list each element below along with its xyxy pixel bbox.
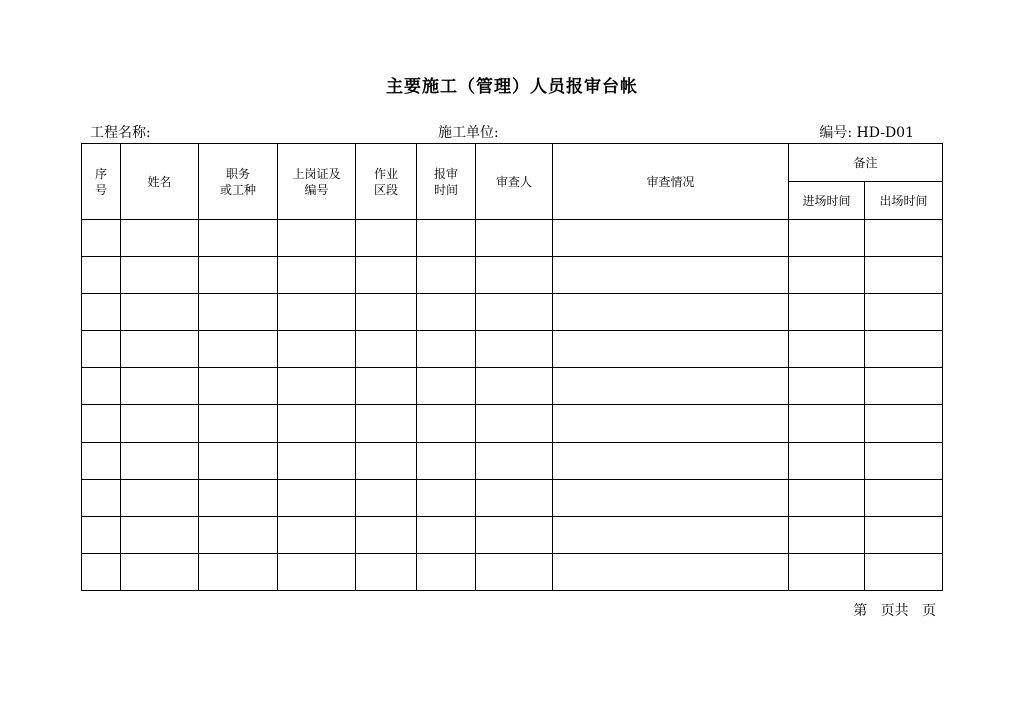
cell-reviewer xyxy=(476,516,553,553)
header-entry-time: 进场时间 xyxy=(789,182,865,220)
cell-seq xyxy=(82,257,121,294)
cell-review-status xyxy=(553,294,789,331)
cell-seq xyxy=(82,220,121,257)
cell-name xyxy=(121,479,199,516)
header-exit-time: 出场时间 xyxy=(865,182,943,220)
cell-reviewer xyxy=(476,442,553,479)
table-body xyxy=(82,220,943,591)
cell-review-time xyxy=(417,516,476,553)
cell-review-time xyxy=(417,331,476,368)
cell-seq xyxy=(82,553,121,590)
cell-exit-time xyxy=(865,553,943,590)
project-name-label: 工程名称: xyxy=(90,125,151,141)
cell-exit-time xyxy=(865,516,943,553)
cell-review-status xyxy=(553,479,789,516)
table-row xyxy=(82,479,943,516)
cell-reviewer xyxy=(476,479,553,516)
cell-entry-time xyxy=(789,516,865,553)
table-row xyxy=(82,220,943,257)
cell-certificate xyxy=(278,331,356,368)
cell-zone xyxy=(356,294,417,331)
cell-seq xyxy=(82,368,121,405)
cell-name xyxy=(121,294,199,331)
cell-review-status xyxy=(553,553,789,590)
cell-entry-time xyxy=(789,479,865,516)
header-position-line-2: 或工种 xyxy=(219,182,256,197)
header-review-status: 审查情况 xyxy=(553,144,789,220)
table-row xyxy=(82,405,943,442)
cell-position xyxy=(199,220,278,257)
cell-position xyxy=(199,405,278,442)
cell-exit-time xyxy=(865,220,943,257)
header-zone xyxy=(356,144,417,220)
table-row xyxy=(82,294,943,331)
cell-review-time xyxy=(417,220,476,257)
header-review-time xyxy=(417,144,476,220)
cell-exit-time xyxy=(865,479,943,516)
header-name: 姓名 xyxy=(121,144,199,220)
cell-position xyxy=(199,442,278,479)
cell-zone xyxy=(356,405,417,442)
cell-exit-time xyxy=(865,331,943,368)
cell-review-status xyxy=(553,331,789,368)
header-certificate-line-1: 上岗证及 xyxy=(292,166,341,181)
cell-position xyxy=(199,479,278,516)
cell-entry-time xyxy=(789,294,865,331)
cell-zone xyxy=(356,516,417,553)
cell-zone xyxy=(356,220,417,257)
cell-position xyxy=(199,368,278,405)
header-review-time-line-1: 报审 xyxy=(433,166,458,181)
table-row xyxy=(82,442,943,479)
cell-position xyxy=(199,257,278,294)
header-certificate-line-2: 编号 xyxy=(304,182,329,197)
cell-review-time xyxy=(417,479,476,516)
header-position xyxy=(199,144,278,220)
cell-seq xyxy=(82,294,121,331)
cell-entry-time xyxy=(789,331,865,368)
cell-review-status xyxy=(553,442,789,479)
cell-exit-time xyxy=(865,405,943,442)
cell-position xyxy=(199,331,278,368)
header-zone-line-2: 区段 xyxy=(373,182,398,197)
cell-seq xyxy=(82,442,121,479)
cell-entry-time xyxy=(789,220,865,257)
cell-certificate xyxy=(278,257,356,294)
cell-name xyxy=(121,516,199,553)
cell-review-status xyxy=(553,220,789,257)
cell-seq xyxy=(82,405,121,442)
cell-certificate xyxy=(278,405,356,442)
cell-entry-time xyxy=(789,257,865,294)
construction-unit-label: 施工单位: xyxy=(438,125,499,141)
cell-review-status xyxy=(553,368,789,405)
cell-review-status xyxy=(553,405,789,442)
header-seq xyxy=(82,144,121,220)
cell-certificate xyxy=(278,442,356,479)
cell-position xyxy=(199,516,278,553)
cell-zone xyxy=(356,553,417,590)
cell-zone xyxy=(356,479,417,516)
personnel-review-table xyxy=(81,143,943,591)
cell-reviewer xyxy=(476,368,553,405)
cell-name xyxy=(121,331,199,368)
header-seq-line-2: 号 xyxy=(94,182,107,197)
header-zone-line-1: 作业 xyxy=(373,166,398,181)
document-code: 编号: HD-D01 xyxy=(819,125,914,141)
cell-zone xyxy=(356,331,417,368)
cell-reviewer xyxy=(476,220,553,257)
cell-review-time xyxy=(417,553,476,590)
header-reviewer: 审查人 xyxy=(476,144,553,220)
table-row xyxy=(82,553,943,590)
table-row xyxy=(82,516,943,553)
cell-name xyxy=(121,405,199,442)
cell-review-status xyxy=(553,257,789,294)
cell-certificate xyxy=(278,220,356,257)
cell-name xyxy=(121,220,199,257)
cell-exit-time xyxy=(865,442,943,479)
header-review-time-line-2: 时间 xyxy=(433,182,458,197)
table-row xyxy=(82,257,943,294)
cell-seq xyxy=(82,331,121,368)
cell-exit-time xyxy=(865,294,943,331)
cell-review-time xyxy=(417,257,476,294)
cell-certificate xyxy=(278,294,356,331)
cell-certificate xyxy=(278,553,356,590)
header-remarks: 备注 xyxy=(789,144,943,182)
cell-entry-time xyxy=(789,553,865,590)
cell-certificate xyxy=(278,368,356,405)
cell-reviewer xyxy=(476,553,553,590)
cell-seq xyxy=(82,516,121,553)
cell-certificate xyxy=(278,479,356,516)
cell-name xyxy=(121,553,199,590)
header-certificate xyxy=(278,144,356,220)
cell-zone xyxy=(356,368,417,405)
cell-entry-time xyxy=(789,405,865,442)
cell-review-status xyxy=(553,516,789,553)
cell-review-time xyxy=(417,368,476,405)
document-title: 主要施工（管理）人员报审台帐 xyxy=(386,77,638,97)
page-number-footer: 第 页共 页 xyxy=(853,603,936,619)
cell-entry-time xyxy=(789,368,865,405)
cell-name xyxy=(121,442,199,479)
cell-seq xyxy=(82,479,121,516)
cell-exit-time xyxy=(865,257,943,294)
cell-name xyxy=(121,257,199,294)
cell-name xyxy=(121,368,199,405)
table-row xyxy=(82,368,943,405)
cell-reviewer xyxy=(476,405,553,442)
header-position-line-1: 职务 xyxy=(225,166,250,181)
table-header xyxy=(82,144,943,220)
cell-exit-time xyxy=(865,368,943,405)
cell-reviewer xyxy=(476,257,553,294)
cell-certificate xyxy=(278,516,356,553)
cell-entry-time xyxy=(789,442,865,479)
cell-review-time xyxy=(417,294,476,331)
cell-zone xyxy=(356,442,417,479)
cell-review-time xyxy=(417,405,476,442)
cell-position xyxy=(199,553,278,590)
cell-zone xyxy=(356,257,417,294)
header-seq-line-1: 序 xyxy=(94,166,107,181)
cell-review-time xyxy=(417,442,476,479)
cell-position xyxy=(199,294,278,331)
cell-reviewer xyxy=(476,294,553,331)
table-row xyxy=(82,331,943,368)
cell-reviewer xyxy=(476,331,553,368)
